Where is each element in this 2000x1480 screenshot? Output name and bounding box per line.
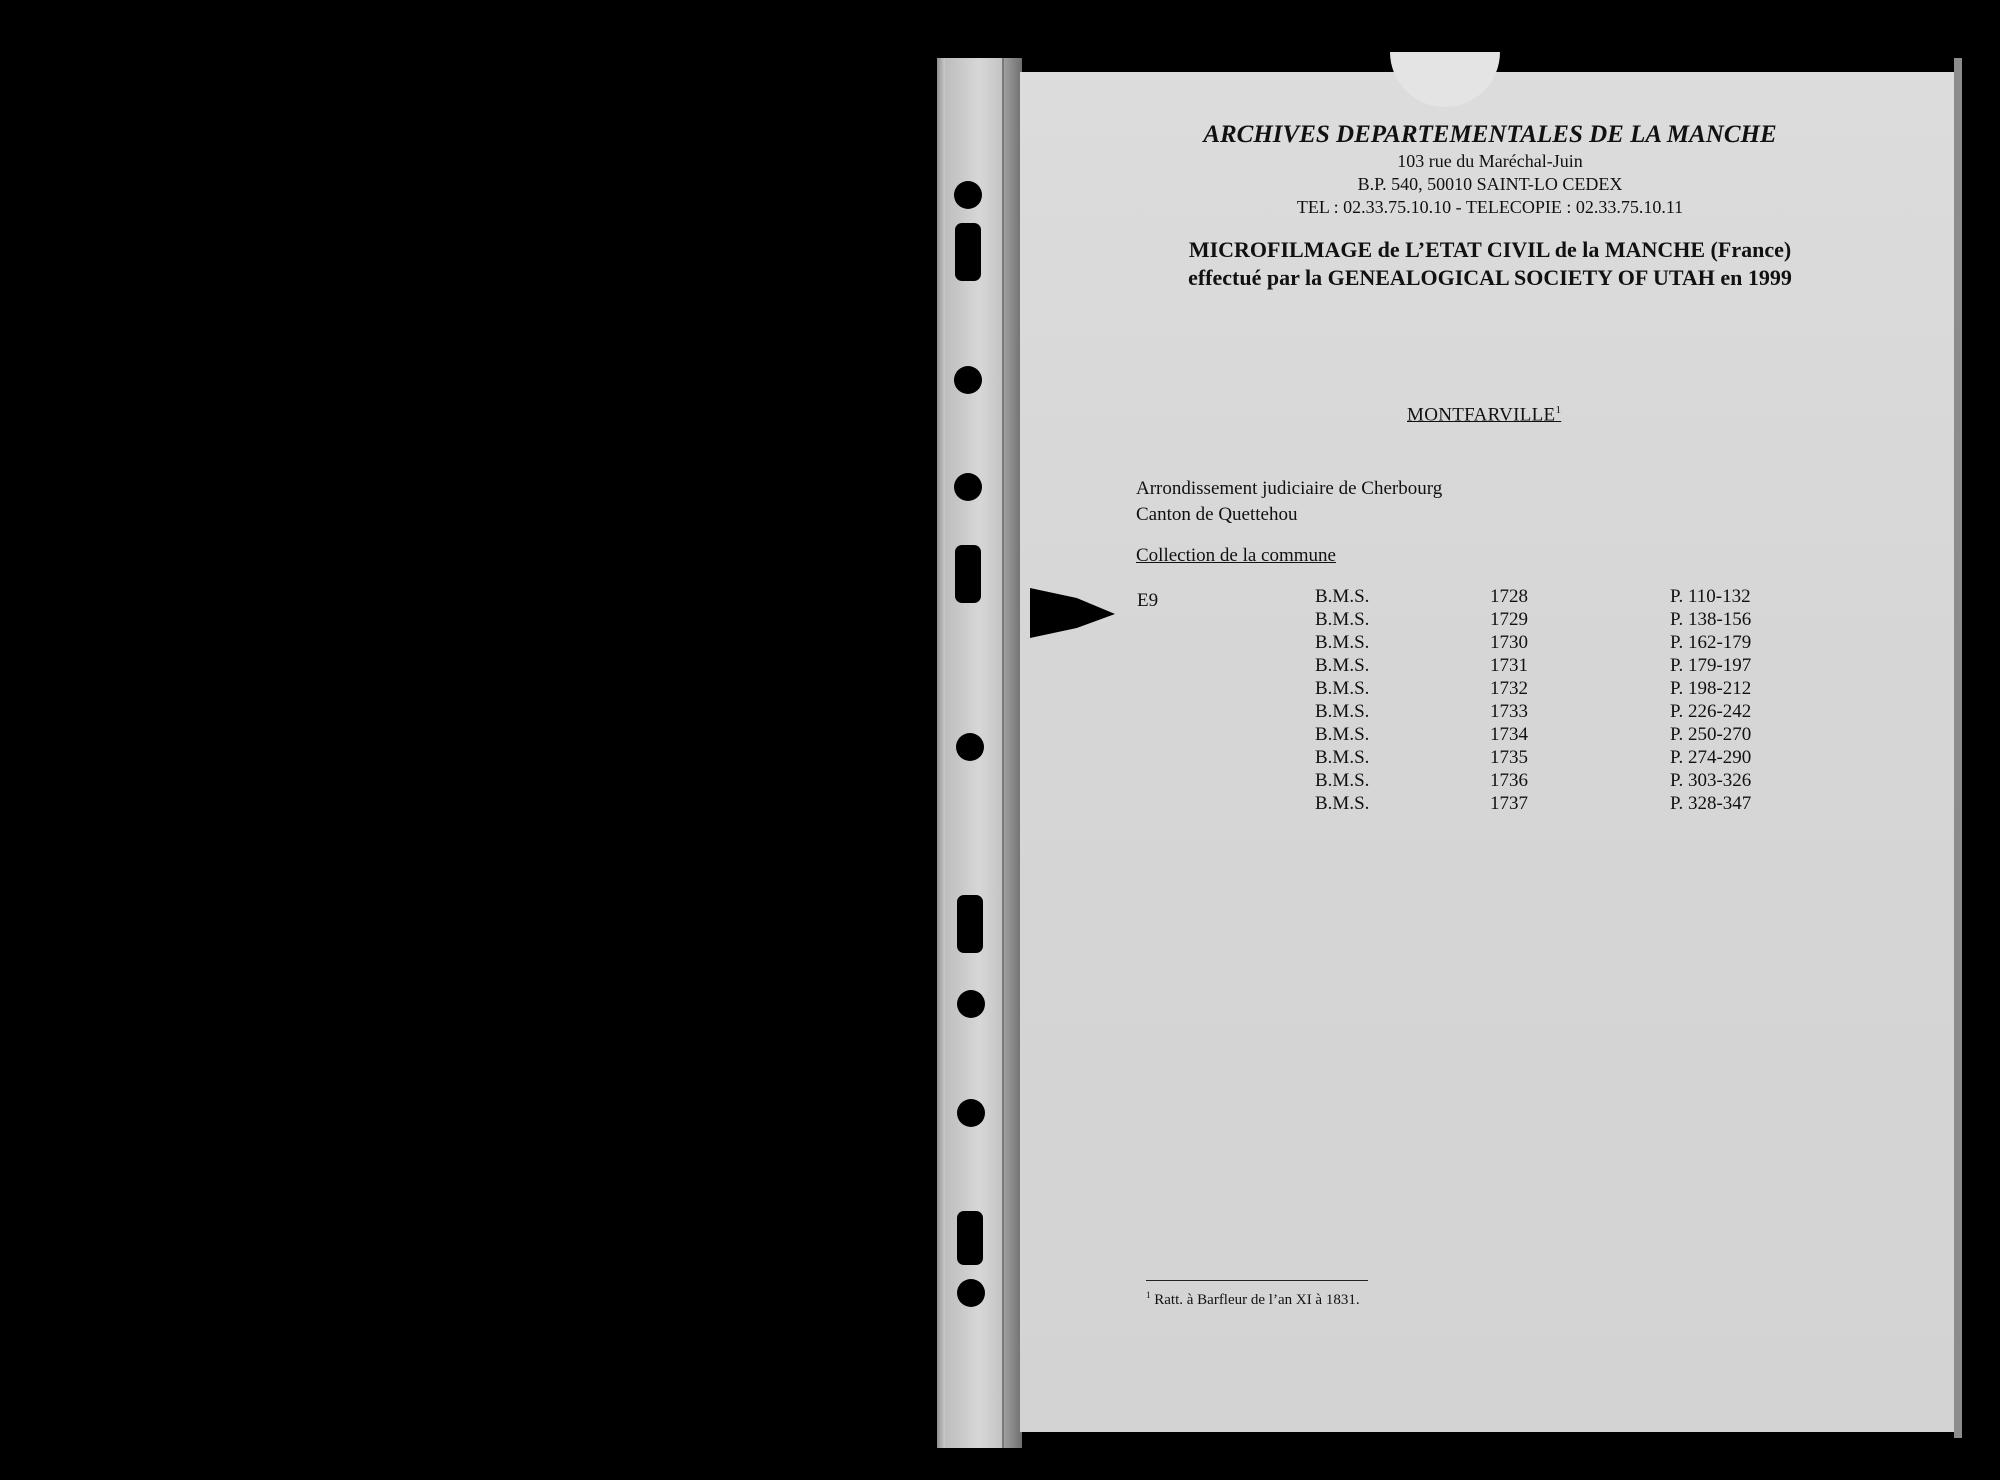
table-row <box>1300 678 1770 701</box>
footnote-mark: 1 <box>1146 1290 1151 1300</box>
canton: Canton de Quettehou <box>1136 504 1298 525</box>
record-pages: P. 250-270 <box>1670 724 1752 745</box>
record-pages: P. 110-132 <box>1670 586 1751 607</box>
table-row <box>1300 655 1770 678</box>
binder-slot <box>955 223 981 281</box>
record-year: 1735 <box>1490 747 1528 768</box>
record-pages: P. 274-290 <box>1670 747 1752 768</box>
commune-name: MONTFARVILLE <box>1407 404 1556 426</box>
document-subject <box>1020 236 1960 292</box>
table-row <box>1300 609 1770 632</box>
record-type: B.M.S. <box>1315 701 1370 722</box>
record-year: 1731 <box>1490 655 1528 676</box>
contact-line: TEL : 02.33.75.10.10 - TELECOPIE : 02.33.75.10.11 <box>1296 197 1684 217</box>
binder-hole <box>957 1099 985 1127</box>
binder-hole <box>954 366 982 394</box>
footnote-text: Ratt. à Barfleur de l’an XI à 1831. <box>1154 1292 1360 1308</box>
record-type: B.M.S. <box>1315 609 1370 630</box>
archive-cote: E9 <box>1137 590 1159 611</box>
table-row <box>1300 701 1770 724</box>
record-type: B.M.S. <box>1315 770 1370 791</box>
table-row <box>1300 793 1770 816</box>
record-pages: P. 198-212 <box>1670 678 1752 699</box>
binder-hole <box>957 1279 985 1307</box>
address-street: 103 rue du Maréchal-Juin <box>1397 151 1583 171</box>
record-pages: P. 303-326 <box>1670 770 1752 791</box>
letterhead <box>1020 120 1960 219</box>
collection-heading: Collection de la commune <box>1136 545 1336 566</box>
record-year: 1728 <box>1490 586 1528 607</box>
perforated-binder-strip <box>937 58 1022 1448</box>
subject-line-2: effectué par la GENEALOGICAL SOCIETY OF UTAH en 1999 <box>1188 265 1792 290</box>
table-row <box>1300 724 1770 747</box>
record-year: 1733 <box>1490 701 1528 722</box>
table-row <box>1300 586 1770 609</box>
record-year: 1734 <box>1490 724 1528 745</box>
table-row <box>1300 747 1770 770</box>
institution-name: ARCHIVES DEPARTEMENTALES DE LA MANCHE <box>1203 121 1777 148</box>
table-row <box>1300 770 1770 793</box>
footnote-divider <box>1146 1280 1368 1281</box>
record-year: 1736 <box>1490 770 1528 791</box>
binder-hole <box>954 473 982 501</box>
jurisdiction-info <box>1136 476 1442 528</box>
binder-hole <box>957 990 985 1018</box>
record-pages: P. 226-242 <box>1670 701 1752 722</box>
record-pages: P. 162-179 <box>1670 632 1752 653</box>
record-type: B.M.S. <box>1315 678 1370 699</box>
record-type: B.M.S. <box>1315 747 1370 768</box>
record-pages: P. 179-197 <box>1670 655 1752 676</box>
record-year: 1729 <box>1490 609 1528 630</box>
record-pages: P. 328-347 <box>1670 793 1752 814</box>
record-type: B.M.S. <box>1315 586 1370 607</box>
record-year: 1730 <box>1490 632 1528 653</box>
record-year: 1737 <box>1490 793 1528 814</box>
table-row <box>1300 632 1770 655</box>
record-type: B.M.S. <box>1315 632 1370 653</box>
commune-footnote-mark: 1 <box>1555 404 1562 416</box>
binder-hole <box>954 181 982 209</box>
record-pages: P. 138-156 <box>1670 609 1752 630</box>
address-postal: B.P. 540, 50010 SAINT-LO CEDEX <box>1357 174 1623 194</box>
subject-line-1: MICROFILMAGE de L’ETAT CIVIL de la MANCHE (France) <box>1188 237 1792 262</box>
record-type: B.M.S. <box>1315 793 1370 814</box>
records-table <box>1300 586 1770 816</box>
commune-title <box>1407 404 1561 426</box>
record-type: B.M.S. <box>1315 655 1370 676</box>
record-year: 1732 <box>1490 678 1528 699</box>
footnote <box>1146 1290 1360 1309</box>
record-type: B.M.S. <box>1315 724 1370 745</box>
binder-slot <box>957 1211 983 1265</box>
binder-slot <box>957 895 983 953</box>
arrondissement: Arrondissement judiciaire de Cherbourg <box>1136 478 1443 499</box>
binder-slot <box>955 545 981 603</box>
binder-hole <box>956 733 984 761</box>
